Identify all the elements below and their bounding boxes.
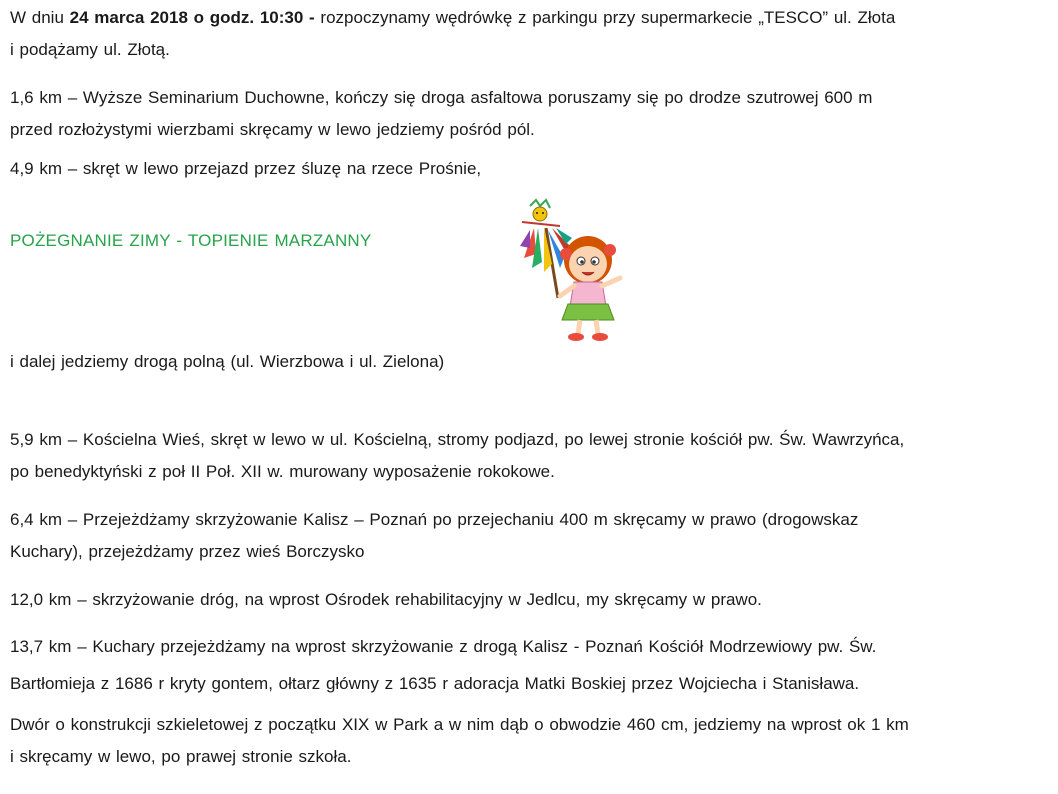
p-6-4-km-line-2: Kuchary), przejeżdżamy przez wieś Borczysko xyxy=(10,542,365,561)
p-1-6-km-line-2: przed rozłożystymi wierzbami skręcamy w lewo jedziemy pośród pól. xyxy=(10,120,535,139)
intro-rest: rozpoczynamy wędrówkę z parkingu przy supermarkecie „TESCO” ul. Złota xyxy=(314,8,896,27)
highlight-heading: POŻEGNANIE ZIMY - TOPIENIE MARZANNY xyxy=(10,231,372,250)
p-dwor-line-1: Dwór o konstrukcji szkieletowej z początku XIX w Park a w nim dąb o obwodzie 460 cm, jedziemy na wprost ok 1 km xyxy=(10,715,909,734)
intro-date: 24 marca 2018 o godz. 10:30 - xyxy=(69,8,315,27)
p-5-9-km-line-2: po benedyktyński z poł II Poł. XII w. murowany wyposażenie rokokowe. xyxy=(10,462,555,481)
p-dwor-line-2: i skręcamy w lewo, po prawej stronie szkoła. xyxy=(10,747,352,766)
p-13-7-km-line-1: 13,7 km – Kuchary przejeżdżamy na wprost skrzyżowanie z drogą Kalisz - Poznań Kościół Modrzewiowy pw. Św. xyxy=(10,637,877,656)
marzanna-girl-illustration xyxy=(516,198,632,344)
p-1-6-km-line-1: 1,6 km – Wyższe Seminarium Duchowne, kończy się droga asfaltowa poruszamy się po drodze szutrowej 600 m xyxy=(10,88,873,107)
intro-prefix: W dniu xyxy=(10,8,70,27)
p-12-0-km-line-1: 12,0 km – skrzyżowanie dróg, na wprost Ośrodek rehabilitacyjny w Jedlcu, my skręcamy w prawo. xyxy=(10,590,762,609)
p-road-line-1: i dalej jedziemy drogą polną (ul. Wierzbowa i ul. Zielona) xyxy=(10,352,445,371)
intro-line-1 xyxy=(10,7,895,29)
p-6-4-km-line-1: 6,4 km – Przejeżdżamy skrzyżowanie Kalisz – Poznań po przejechaniu 400 m skręcamy w prawo (drogowskaz xyxy=(10,510,859,529)
p-4-9-km-line-1: 4,9 km – skręt w lewo przejazd przez śluzę na rzece Prośnie, xyxy=(10,159,482,178)
p-13-7-km-line-2: Bartłomieja z 1686 r kryty gontem, ołtarz główny z 1635 r adoracja Matki Boskiej przez Wojciecha i Stanisława. xyxy=(10,674,860,693)
intro-line-2: i podążamy ul. Złotą. xyxy=(10,40,170,59)
p-5-9-km-line-1: 5,9 km – Kościelna Wieś, skręt w lewo w ul. Kościelną, stromy podjazd, po lewej stronie kościół pw. Św. Wawrzyńca, xyxy=(10,430,905,449)
